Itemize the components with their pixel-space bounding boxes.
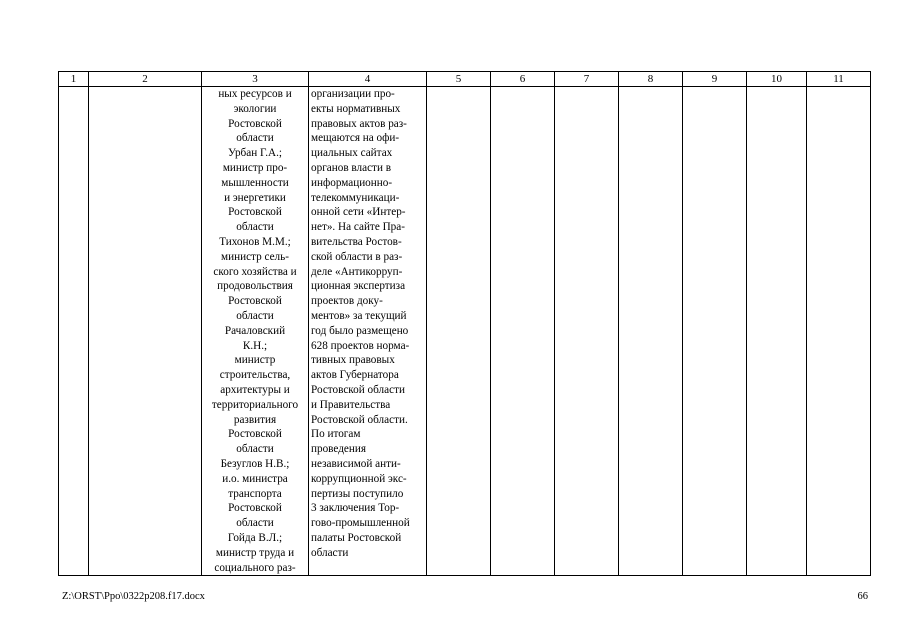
text-line: ской области в раз- [311,250,403,263]
text-line: 3 заключения Тор- [311,502,400,515]
footer-file-path: Z:\ORST\Ppo\0322p208.f17.docx [62,591,205,602]
column-header-9: 9 [683,72,747,87]
cell-col-11 [807,87,871,576]
text-line: проведения [311,443,366,456]
text-line: год было размещено [311,324,409,337]
text-line: 628 проектов норма- [311,339,410,352]
text-line: мещаются на офи- [311,132,400,145]
text-line: области [236,443,274,456]
header-row [59,72,871,87]
text-line: Рачаловский [224,324,286,337]
document-table [58,71,871,576]
text-line: правовых актов раз- [311,117,407,130]
text-line: екты нормативных [311,102,401,115]
text-line: Ростовской [228,428,282,441]
text-line: развития [233,413,277,426]
cell-col-2 [89,87,202,576]
column-header-6: 6 [491,72,555,87]
text-line: министр про- [222,161,288,174]
text-line: Гойда В.Л.; [227,531,283,544]
text-line: Ростовской [228,206,282,219]
text-line: информационно- [311,176,393,189]
text-line: министр сель- [221,250,289,263]
cell-col-6 [491,87,555,576]
column-header-4: 4 [309,72,427,87]
text-line: строительства, [219,369,291,382]
text-line: организации про- [311,88,395,100]
cell-responsible-officials [202,87,309,576]
text-line: Ростовской [228,502,282,515]
cell-col-8 [619,87,683,576]
text-line: области [236,221,274,234]
text-line: пертизы поступило [311,487,404,500]
column-header-5: 5 [427,72,491,87]
cell-col-10 [747,87,807,576]
text-line: К.Н.; [242,339,268,352]
text-line: актов Губернатора [311,369,399,382]
text-line: органов власти в [311,161,392,174]
text-line: Ростовской [228,295,282,308]
column-header-7: 7 [555,72,619,87]
implementation-info-text [309,87,426,561]
text-line: По итогам [311,428,361,441]
column-header-3: 3 [202,72,309,87]
footer-page-number: 66 [857,591,868,602]
cell-col-1 [59,87,89,576]
text-line: области [311,546,349,559]
text-line: территориального [211,398,299,411]
text-line: Ростовской области [311,383,405,396]
text-line: экологии [233,102,277,115]
column-header-10: 10 [747,72,807,87]
text-line: гово-промышленной [311,517,410,530]
text-line: коррупционной экс- [311,472,407,485]
text-line: и.о. министра [222,472,288,485]
text-line: телекоммуникаци- [311,191,400,204]
text-line: Ростовской [228,117,282,130]
text-line: и энергетики [224,191,286,204]
text-line: Безуглов Н.В.; [220,457,290,470]
column-header-1: 1 [59,72,89,87]
text-line: ского хозяйства и [213,265,297,278]
column-header-2: 2 [89,72,202,87]
text-line: области [236,517,274,530]
text-line: независимой анти- [311,457,401,470]
text-line: ментов» за текущий [311,309,407,322]
text-line: онной сети «Интер- [311,206,406,219]
text-line: вительства Ростов- [311,235,402,248]
text-line: области [236,132,274,145]
text-line: социального раз- [214,561,296,574]
text-line: мышленности [221,176,289,189]
text-line: Ростовской области. [311,413,408,426]
text-line: министр [234,354,276,367]
column-header-11: 11 [807,72,871,87]
text-line: тивных правовых [311,354,395,367]
text-line: деле «Антикорруп- [311,265,403,278]
text-line: Урбан Г.А.; [228,147,282,160]
cell-col-7 [555,87,619,576]
text-line: ционная экспертиза [311,280,406,293]
text-line: циальных сайтах [311,147,393,160]
text-line: проектов доку- [311,295,383,308]
text-line: области [236,309,274,322]
text-line: ных ресурсов и [218,88,292,100]
cell-col-9 [683,87,747,576]
column-header-8: 8 [619,72,683,87]
text-line: транспорта [228,487,282,500]
text-line: архитектуры и [220,383,290,396]
text-line: нет». На сайте Пра- [311,221,405,234]
text-line: министр труда и [215,546,295,559]
text-line: палаты Ростовской [311,531,402,544]
table-row [59,87,871,576]
responsible-officials-text [202,87,308,575]
text-line: продовольствия [217,280,293,293]
cell-implementation-info [309,87,427,576]
text-line: и Правительства [311,398,391,411]
text-line: Тихонов М.М.; [219,235,291,248]
cell-col-5 [427,87,491,576]
